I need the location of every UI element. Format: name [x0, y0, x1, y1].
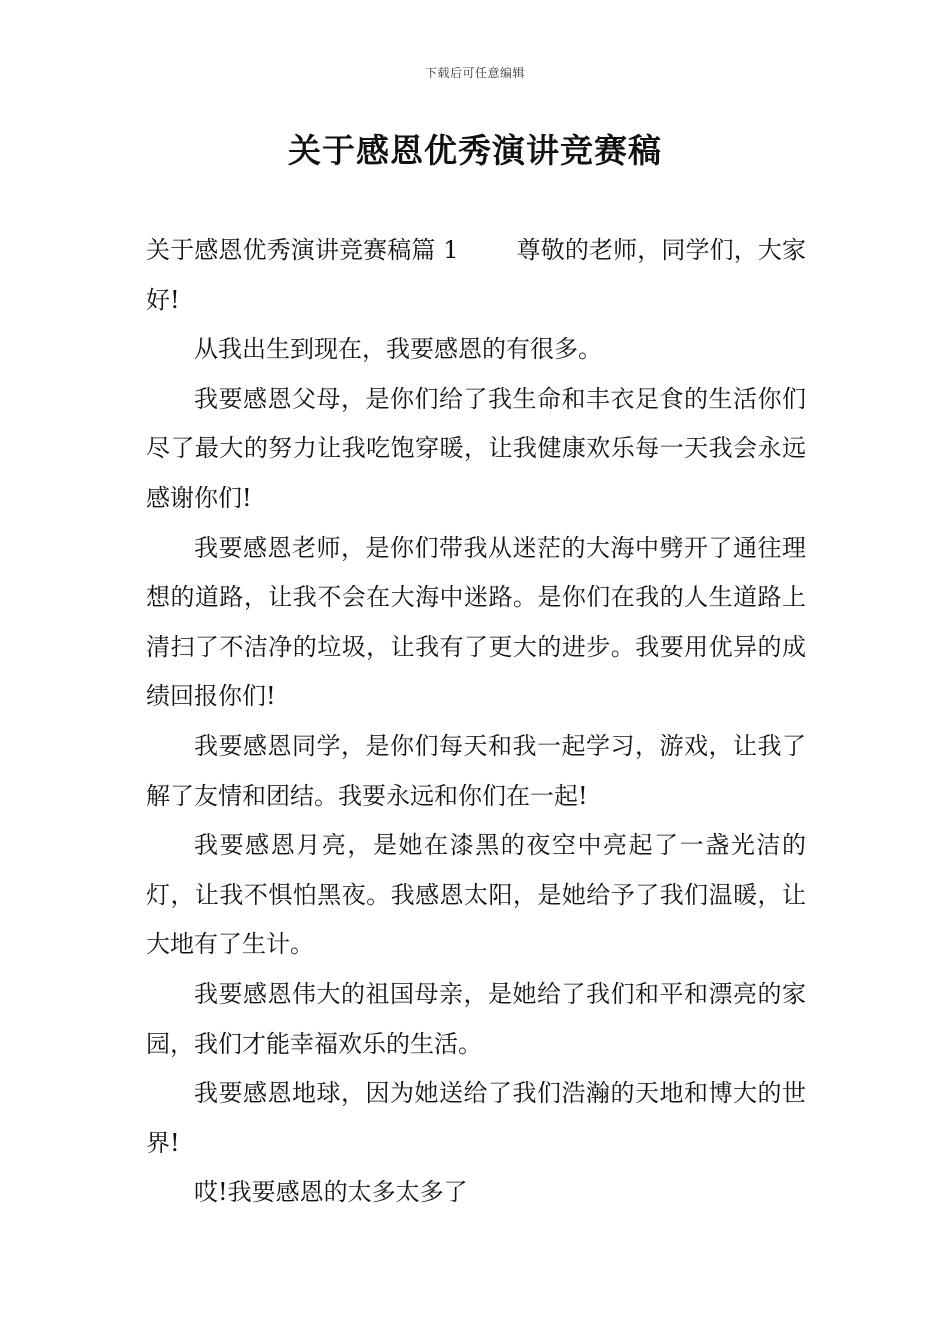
paragraph: 我要感恩月亮，是她在漆黑的夜空中亮起了一盏光洁的灯，让我不惧怕黑夜。我感恩太阳，是她给予了我们温暖，让大地有了生计。 [146, 831, 806, 959]
paragraph: 我要感恩伟大的祖国母亲，是她给了我们和平和漂亮的家园，我们才能幸福欢乐的生活。 [146, 979, 806, 1058]
paragraph: 我要感恩老师，是你们带我从迷茫的大海中劈开了通往理想的道路，让我不会在大海中迷路。是你们在我的人生道路上清扫了不洁净的垃圾，让我有了更大的进步。我要用优异的成绩回报你们! [146, 533, 806, 711]
paragraph: 我要感恩父母，是你们给了我生命和丰衣足食的生活你们尽了最大的努力让我吃饱穿暖，让我健康欢乐每一天我会永远感谢你们! [146, 384, 806, 512]
header-note: 下载后可任意编辑 [424, 66, 525, 80]
paragraph: 哎!我要感恩的太多太多了 [194, 1178, 468, 1207]
document-title: 关于感恩优秀演讲竞赛稿 [288, 131, 662, 170]
paragraph: 我要感恩地球，因为她送给了我们浩瀚的天地和博大的世界! [146, 1079, 806, 1157]
section-intro [146, 226, 806, 325]
document-body [146, 226, 806, 1218]
section-label: 关于感恩优秀演讲竞赛稿篇 1 [146, 236, 459, 264]
paragraph: 我要感恩同学，是你们每天和我一起学习，游戏，让我了解了友情和团结。我要永远和你们在一起! [146, 731, 806, 810]
paragraph: 从我出生到现在，我要感恩的有很多。 [194, 335, 602, 364]
greeting: 尊敬的老师，同学们，大家好! [146, 236, 806, 314]
